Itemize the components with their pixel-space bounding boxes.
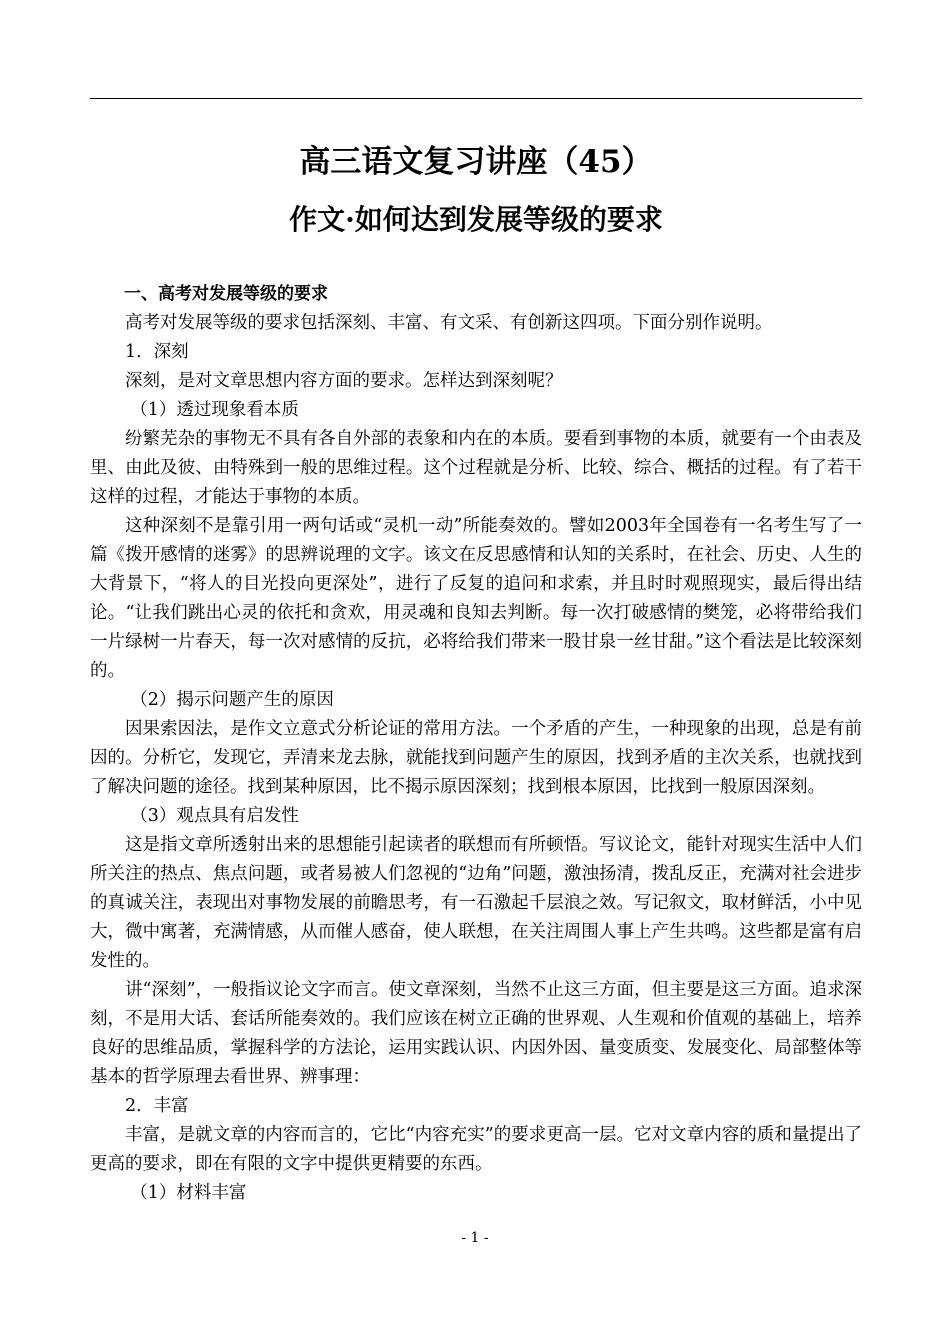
paragraph: 高考对发展等级的要求包括深刻、丰富、有文采、有创新这四项。下面分别作说明。 [125, 313, 773, 333]
subsection-heading: （3）观点具有启发性 [130, 806, 299, 826]
paragraph: 丰富，是就文章的内容而言的，它比“内容充实”的要求更高一层。它对文章内容的质和量提出了更高的要求，即在有限的文字中提供更精要的东西。 [90, 1125, 862, 1174]
subsection-heading: （2）揭示问题产生的原因 [130, 690, 334, 710]
item-heading: 1．深刻 [125, 342, 189, 362]
subsection-heading: （1）透过现象看本质 [130, 400, 299, 420]
document-subtitle: 作文·如何达到发展等级的要求 [289, 203, 663, 236]
paragraph: 深刻，是对文章思想内容方面的要求。怎样达到深刻呢？ [125, 371, 563, 391]
item-heading: 2．丰富 [125, 1096, 189, 1116]
document-title: 高三语文复习讲座（45） [299, 144, 653, 180]
paragraph: 纷繁芜杂的事物无不具有各自外部的表象和内在的本质。要看到事物的本质，就要有一个由表及里、由此及彼、由特殊到一般的思维过程。这个过程就是分析、比较、综合、概括的过程。有了若干这样的过程，才能达于事物的本质。 [90, 429, 862, 507]
paragraph: 这种深刻不是靠引用一两句话或“灵机一动”所能奏效的。譬如2003年全国卷有一名考生写了一篇《拨开感情的迷雾》的思辨说理的文字。该文在反思感情和认知的关系时，在社会、历史、人生的大背景下，“将人的目光投向更深处”，进行了反复的追问和求索，并且时时观照现实，最后得出结论。“让我们跳出心灵的依托和贪欢，用灵魂和良知去判断。每一次打破感情的樊笼，必将带给我们一片绿树一片春天，每一次对感情的反抗，必将给我们带来一股甘泉一丝甘甜。”这个看法是比较深刻的。 [90, 516, 862, 681]
header-rule [90, 98, 862, 99]
section-heading: 一、高考对发展等级的要求 [124, 284, 328, 304]
paragraph: 这是指文章所透射出来的思想能引起读者的联想而有所顿悟。写议论文，能针对现实生活中人们所关注的热点、焦点问题，或者易被人们忽视的“边角”问题，激浊扬清，拨乱反正，充满对社会进步的真诚关注，表现出对事物发展的前瞻思考，有一石激起千层浪之效。写记叙文，取材鲜活，小中见大，微中寓著，充满情感，从而催人感奋，使人联想，在关注周围人事上产生共鸣。这些都是富有启发性的。 [90, 835, 862, 971]
subsection-heading: （1）材料丰富 [130, 1183, 247, 1203]
page-number: - 1 - [461, 1230, 489, 1246]
paragraph: 因果索因法，是作文立意式分析论证的常用方法。一个矛盾的产生，一种现象的出现，总是有前因的。分析它，发现它，弄清来龙去脉，就能找到问题产生的原因，找到矛盾的主次关系，也就找到了解决问题的途径。找到某种原因，比不揭示原因深刻；找到根本原因，比找到一般原因深刻。 [90, 719, 862, 797]
document-body [90, 280, 862, 1208]
paragraph: 讲“深刻”，一般指议论文字而言。使文章深刻，当然不止这三方面，但主要是这三方面。追求深刻，不是用大话、套话所能奏效的。我们应该在树立正确的世界观、人生观和价值观的基础上，培养良好的思维品质，掌握科学的方法论，运用实践认识、内因外因、量变质变、发展变化、局部整体等基本的哲学原理去看世界、辨事理： [90, 980, 862, 1087]
